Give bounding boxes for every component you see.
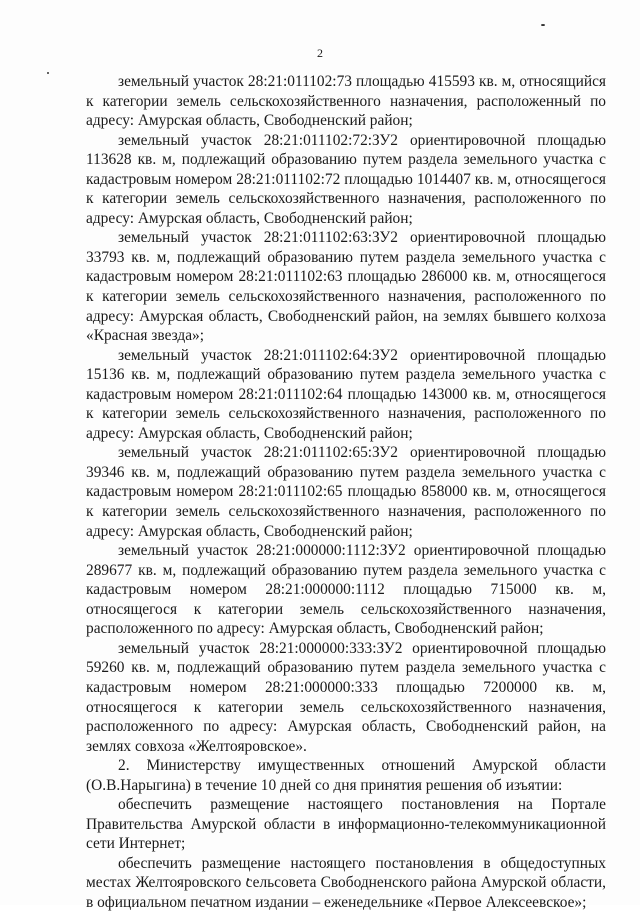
paragraph-public-places-publication: обеспечить размещение настоящего постановления в общедоступных местах Желтояровского сельсовета Свободненского района Амурской области, в официальном печатном издании – еженедельнике «Первое Алексеевское»; xyxy=(86,854,606,911)
page-number: 2 xyxy=(317,46,323,60)
paragraph-ministry-instruction: 2. Министерству имущественных отношений Амурской области (О.В.Нарыгина) в течение 10 дней со дня принятия решения об изъятии: xyxy=(86,757,606,794)
scan-speck xyxy=(541,24,545,26)
paragraph-land-plot-72: земельный участок 28:21:011102:72:ЗУ2 ориентировочной площадью 113628 кв. м, подлежащий образованию путем раздела земельного участка с кадастровым номером 28:21:011102:72 площадью 1014407 кв. м, относящегося к категории земель сельскохозяйственного назначения, расположенного по адресу: Амурская область, Свободненский район; xyxy=(86,131,606,227)
paragraph-land-plot-73: земельный участок 28:21:011102:73 площадью 415593 кв. м, относящийся к категории земель сельскохозяйственного назначения, расположенный по адресу: Амурская область, Свободненский район; xyxy=(86,73,606,130)
document-body xyxy=(86,72,606,913)
paragraph-land-plot-63: земельный участок 28:21:011102:63:ЗУ2 ориентировочной площадью 33793 кв. м, подлежащий образованию путем раздела земельного участка с кадастровым номером 28:21:011102:63 площадью 286000 кв. м, относящегося к категории земель сельскохозяйственного назначения, расположенного по адресу: Амурская область, Свободненский район, на землях бывшего колхоза «Красная звезда»; xyxy=(86,229,606,345)
scan-speck xyxy=(47,72,49,74)
paragraph-land-plot-65: земельный участок 28:21:011102:65:ЗУ2 ориентировочной площадью 39346 кв. м, подлежащий образованию путем раздела земельного участка с кадастровым номером 28:21:011102:65 площадью 858000 кв. м, относящегося к категории земель сельскохозяйственного назначения, расположенного по адресу: Амурская область, Свободненский район; xyxy=(86,444,606,540)
paragraph-land-plot-64: земельный участок 28:21:011102:64:ЗУ2 ориентировочной площадью 15136 кв. м, подлежащий образованию путем раздела земельного участка с кадастровым номером 28:21:011102:64 площадью 143000 кв. м, относящегося к категории земель сельскохозяйственного назначения, расположенного по адресу: Амурская область, Свободненский район; xyxy=(86,346,606,442)
paragraph-land-plot-333: земельный участок 28:21:000000:333:ЗУ2 ориентировочной площадью 59260 кв. м, подлежащий образованию путем раздела земельного участка с кадастровым номером 28:21:000000:333 площадью 7200000 кв. м, относящегося к категории земель сельскохозяйственного назначения, расположенного по адресу: Амурская область, Свободненский район, на землях совхоза «Желтояровское». xyxy=(86,639,606,755)
paragraph-portal-publication: обеспечить размещение настоящего постановления на Портале Правительства Амурской области в информационно-телекоммуникационной сети Интернет; xyxy=(86,796,606,853)
paragraph-land-plot-1112: земельный участок 28:21:000000:1112:ЗУ2 ориентировочной площадью 289677 кв. м, подлежащий образованию путем раздела земельного участка с кадастровым номером 28:21:000000:1112 площадью 715000 кв. м, относящегося к категории земель сельскохозяйственного назначения, расположенного по адресу: Амурская область, Свободненский район; xyxy=(86,542,606,638)
